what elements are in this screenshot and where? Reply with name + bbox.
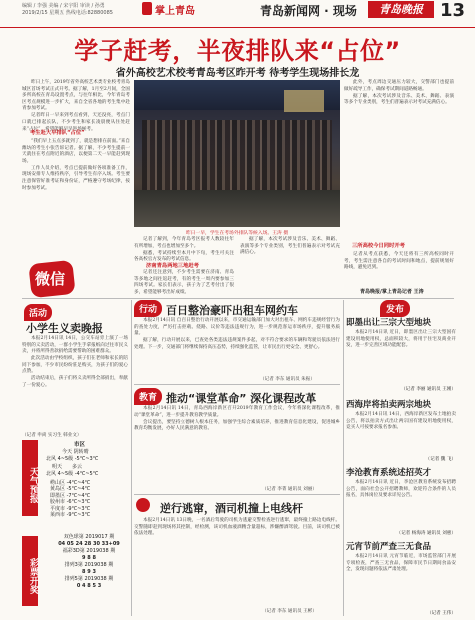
lottery-numbers: 0 4 8 5 3 bbox=[76, 583, 102, 589]
section-action: 行动 bbox=[134, 300, 162, 317]
lead-body-col1b bbox=[22, 139, 130, 262]
weather-tomorrow-sky: 多云 bbox=[72, 464, 83, 470]
lottery-name: 福彩3D第 2019038 期 bbox=[62, 548, 116, 554]
subhead-two-cities: 济南青岛两地三地赶考 bbox=[146, 263, 199, 269]
weather-title: 天气预报 bbox=[22, 440, 38, 516]
page-number: 13 bbox=[440, 0, 466, 21]
divider bbox=[22, 298, 454, 299]
lottery-title: 彩票开奖 bbox=[22, 536, 38, 606]
editor-line: 编辑 / 李强 美编 / 宋宇阳 审读 / 孙勇 bbox=[22, 3, 105, 9]
lead-paragraph: 工作人员介绍，考点已提前做好各项准备工作，现场安排专人维持秩序，引导考生有序入场。考生要注意保管好准考证和身份证，严格遵守考场纪律，按时参加考试。 bbox=[22, 165, 130, 191]
headline: 学子赶考，半夜排队来“占位” bbox=[74, 37, 401, 65]
trike-icon bbox=[136, 498, 150, 512]
weather-panel bbox=[22, 440, 128, 530]
news-item bbox=[346, 540, 456, 616]
lottery-numbers: 04 05 24 28 30 33+09 bbox=[58, 541, 120, 547]
divider bbox=[134, 384, 340, 385]
news-byline: （记者 王伟） bbox=[426, 611, 456, 616]
section-education: 教育 bbox=[134, 388, 162, 405]
lottery-name: 排列5第 2019038 期 bbox=[64, 576, 114, 582]
brand-logo bbox=[142, 2, 152, 15]
weather-region-row: 黄岛区 -5℃~4℃ bbox=[50, 486, 91, 493]
right-paragraph: 此外，考点周边交通压力较大，交警部门也提前做好疏导工作，确保考试期间道路畅通。 bbox=[344, 80, 454, 92]
newspaper-logo: 青岛晚报 bbox=[368, 1, 434, 18]
center-paragraph: 记者了解到，今年青岛考区报考人数较往年有所增加，考点也增加至多个。 bbox=[134, 237, 234, 249]
section-title: 青岛新闻网 · 现场 bbox=[260, 4, 357, 18]
news-body: 本报2月14日讯 14日，西海岸新区发布土地拍卖公告，将以拍卖方式出让两宗国有建设用地使用权，竞买人可按要求报名参加。 bbox=[346, 412, 456, 431]
news-item bbox=[346, 316, 456, 392]
trike-title: 逆行逃窜，酒司机撞上电线杆 bbox=[160, 502, 303, 515]
lottery-panel bbox=[22, 534, 128, 614]
lottery-name: 排列3第 2019038 期 bbox=[64, 562, 114, 568]
news-byline: （记者 魏 飞） bbox=[425, 457, 456, 462]
center-body-3 bbox=[240, 237, 340, 300]
lottery-numbers: 9 8 8 bbox=[82, 555, 96, 561]
taxi-title: 百日整治豪吓出租车网约车 bbox=[166, 304, 298, 317]
news-title: 李沧教育系统述招英才 bbox=[346, 468, 432, 478]
center-body-2 bbox=[134, 270, 234, 300]
weather-tomorrow-label: 明天 bbox=[52, 464, 63, 470]
weather-region-row: 莱西市 -9℃~3℃ bbox=[50, 512, 91, 519]
brand-name: 掌上青岛 bbox=[155, 6, 195, 17]
news-byline: （记者 杨海涛 通讯员 刘惠） bbox=[396, 531, 456, 536]
weather-city-temp: 北风 4~5级 -5℃~3℃ bbox=[46, 456, 99, 462]
news-title: 元宵节前严查三无食品 bbox=[346, 542, 432, 552]
center-paragraph: 据了解，本次考试涉及音乐、美术、舞蹈、表演等多个专业类别，考生们普遍表示对考试充满信心。 bbox=[240, 237, 340, 256]
right-body-2 bbox=[344, 252, 454, 282]
education-byline: （记者 李菁 通讯员 刘丽） bbox=[262, 487, 317, 492]
lottery-list bbox=[50, 534, 128, 590]
weather-region-row: 崂山区 -4℃~4℃ bbox=[50, 480, 91, 486]
weather-region-row: 胶州市 -6℃~3℃ bbox=[50, 499, 91, 506]
right-paragraph: 据了解，本次考试涉及音乐、美术、舞蹈、表演等多个专业类别，考生们普遍表示对考试充满信心。 bbox=[344, 93, 454, 106]
taxi-body bbox=[134, 318, 340, 376]
photo-caption: 昨日一早，学生在考场外排队等候入场。王涛 摄 bbox=[185, 231, 289, 236]
news-body: 本报2月14日讯 近日，李沧区教育系统发布招聘公告，面向社会公开招聘教师，欢迎符合条件的人员报名，具体岗位及要求详见公告。 bbox=[346, 480, 456, 499]
education-paragraph: 会议提出，要坚持立德树人根本任务，加强学生综合素质培养，推进教育信息化建设，促进城乡教育均衡发展，办好人民满意的教育。 bbox=[134, 419, 340, 432]
divider bbox=[134, 494, 340, 495]
news-item bbox=[346, 398, 456, 462]
lead-photo bbox=[134, 80, 340, 227]
activity-paragraph: 活动结束后，孩子们将义卖所得全部捐出，奉献了一份爱心。 bbox=[22, 376, 128, 388]
trike-body bbox=[134, 518, 340, 606]
education-body bbox=[134, 406, 340, 484]
lottery-name: 双色球第 2019017 期 bbox=[63, 534, 115, 540]
lottery-numbers: 8 9 3 bbox=[82, 569, 96, 575]
right-paragraph: 记者从考点获悉，今天还将有三所高校同时开考，考生需注意各自的考试时间和地点，提前规划好路线，避免迟到。 bbox=[344, 252, 454, 271]
trike-byline: （记者 李东 通讯员 王彬） bbox=[262, 609, 317, 614]
weather-region-row: 即墨区 -7℃~4℃ bbox=[50, 492, 91, 499]
activity-paragraph: 此次活动由学校组织，孩子们在老师和家长的陪同下参加，不少市民纷纷驻足购买，为孩子们的爱心点赞。 bbox=[22, 356, 128, 375]
lead-body-col1 bbox=[22, 80, 130, 132]
trike-paragraph: 本报2月14日讯 13日晚，一名酒后驾驶的司机为逃避交警检查逆行逃窜，最终撞上路边电线杆。交警随即赶到现场将其控制，经检测，该司机血液酒精含量超标，涉嫌醉酒驾驶。目前，该司机已被依法处理。 bbox=[134, 518, 340, 537]
weather-city-label: 市区 bbox=[74, 442, 86, 448]
subhead-queue: 考生赴大早排队“占位” bbox=[30, 130, 85, 136]
lead-paragraph: “我们早上五点多就到了，就是想排在前面。”来自潍坊的考生小张告诉记者。据了解，不少考生提前一天就住在考点附近的酒店，以便第二天一早能赶到现场。 bbox=[22, 139, 130, 164]
weather-city-today: 今天 阴转晴 bbox=[62, 449, 89, 455]
news-title: 西海岸将拍卖两宗地块 bbox=[346, 400, 432, 410]
activity-title: 小学生义卖晚报 bbox=[26, 322, 103, 335]
center-paragraph: 据悉，考试持续至本月中下旬，考生可关注各高校官方发布的考试信息。 bbox=[134, 250, 234, 263]
lead-paragraph: 昨日上午，2019年省外高校艺术类专业校考青岛城区首场考试正式开考。据了解，1月至2月间，全国多所高校在青岛设置考点，与往年相比，今年青岛考区考点规模进一步扩大，来自全省各地的考生集中赴青参加考试。 bbox=[22, 80, 130, 112]
section-activity: 活动 bbox=[24, 304, 52, 321]
taxi-byline: （记者 李东 通讯员 朱振） bbox=[260, 377, 315, 382]
news-title: 即墨出让三宗大型地块 bbox=[346, 318, 432, 328]
news-body: 本报2月14日讯 元宵节临近，市场监管部门开展专项检查，严查三无食品，保障市民节日期间食品安全，发现问题将依法严肃处理。 bbox=[346, 554, 456, 573]
news-byline: （记者 李丽 通讯员 王刚） bbox=[401, 387, 456, 392]
center-paragraph: 记者还注意到，不少考生需要在济南、青岛等多地之间往返赶考，有的考生一周内要参加三四场考试。家长们表示，孩子为了艺考付出了很多，希望能够考出好成绩。 bbox=[134, 270, 234, 295]
headline-subtitle: 省外高校艺术校考青岛考区昨开考 待考学生现场排长龙 bbox=[115, 68, 360, 79]
weixin-text: 微信 bbox=[35, 270, 66, 288]
education-title: 推动“课堂革命” 深化课程改革 bbox=[166, 392, 317, 405]
subhead-three-colleges: 三所高校今日同时开考 bbox=[352, 243, 405, 249]
masthead bbox=[0, 0, 475, 28]
lead-paragraph: 记者昨日一早来到考点看到，天还没亮，考点门口就已排起长队，不少考生和家长凌晨便从住处赶来“占位”，希望能够早早进场候考。 bbox=[22, 113, 130, 132]
column-divider bbox=[131, 300, 132, 616]
weather-region-row: 平度市 -9℃~3℃ bbox=[50, 505, 91, 512]
section-release: 发布 bbox=[380, 300, 410, 317]
right-body bbox=[344, 80, 454, 190]
date-line: 2019/2/15 星期五 热线电话:82880085 bbox=[22, 10, 113, 16]
taxi-paragraph: 本报2月14日讯 自百日整治行动开展以来，市交通运输部门加大对出租车、网约车违规经营行为的查处力度，严厉打击拒载、绕路、议价等违法违规行为，进一步规范客运市场秩序，提升服务质量。 bbox=[134, 318, 340, 337]
news-item bbox=[346, 466, 456, 536]
news-body: 本报2月14日讯 近日，即墨区出让三宗大型国有建设用地使用权，总面积较大，将用于住宅及商业开发，进一步完善区域功能配套。 bbox=[346, 330, 456, 349]
taxi-paragraph: 据了解，行动开展以来，已查处各类违法违规案件多起，对不符合要求的车辆和驾驶员依法进行处理。下一步，交通部门将继续保持高压态势，持续强化监管，让市民出行更安全、更舒心。 bbox=[134, 338, 340, 350]
activity-body bbox=[22, 336, 128, 432]
activity-byline: （记者 申尚 实习生 韩业文） bbox=[22, 433, 82, 438]
weixin-logo bbox=[30, 262, 82, 298]
weather-region-list bbox=[50, 480, 128, 518]
education-paragraph: 本报2月14日讯 14日，青岛西海岸新区召开2019年教育工作会议，今年将深化课程改革，推动“课堂革命”，进一步提升教育教学质量。 bbox=[134, 406, 340, 418]
column-divider bbox=[343, 300, 344, 616]
activity-paragraph: 本报2月14日讯 14日，公交车站旁上演了一场特别的义卖活动，一群小学生手拿报纸向过往市民义卖，并将所得善款捐给需要帮助的困难群众。 bbox=[22, 336, 128, 355]
lead-byline: 青岛晚报/掌上青岛记者 王涛 bbox=[360, 289, 424, 295]
weather-tomorrow-temp: 北风 4~5级 -4℃~5℃ bbox=[46, 471, 99, 477]
